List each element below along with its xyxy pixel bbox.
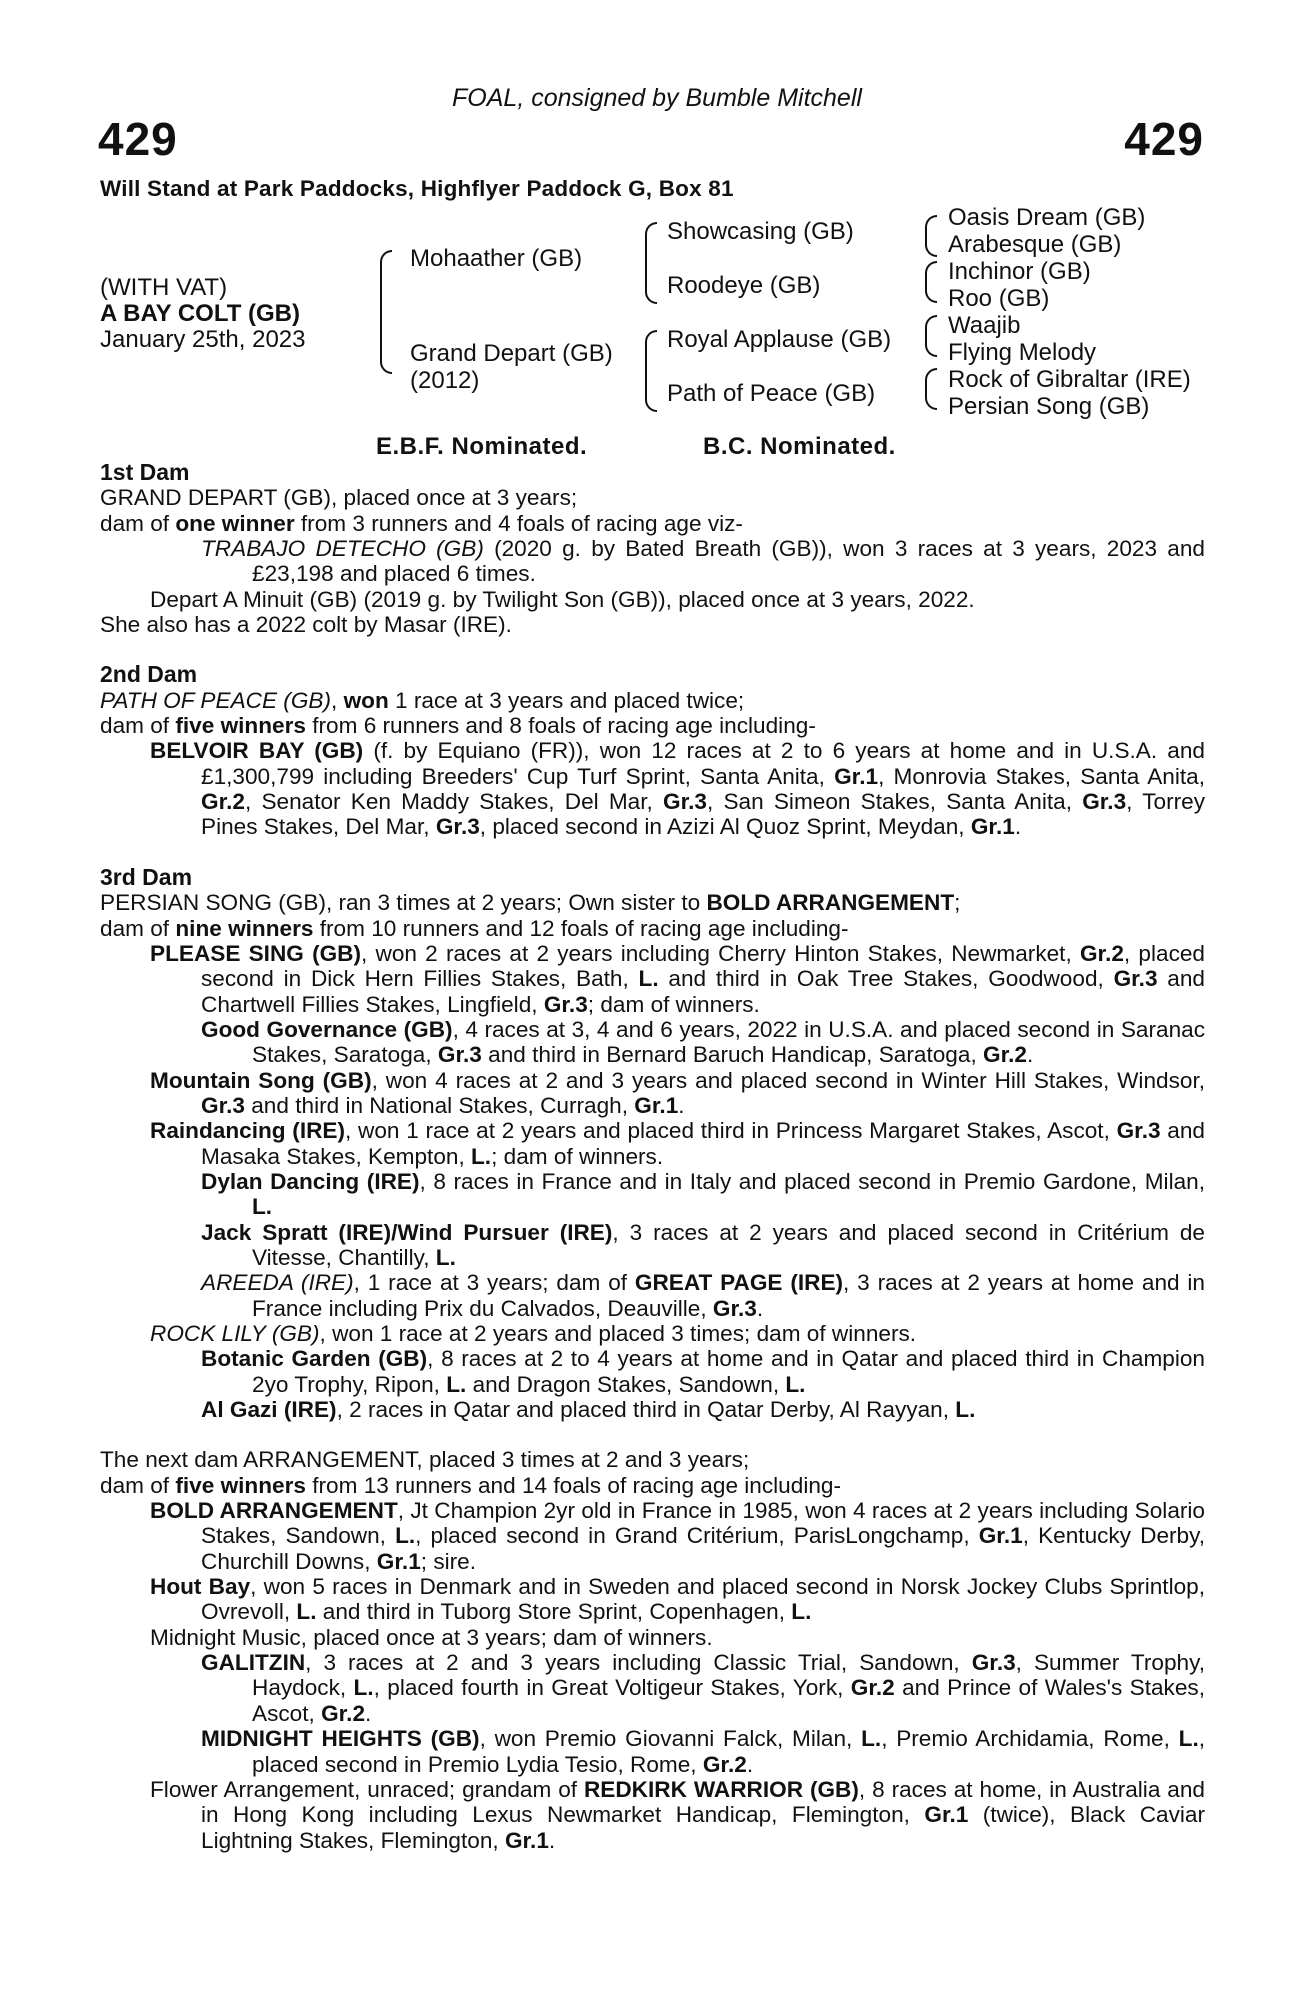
bc-nomination: B.C. Nominated. [703,433,896,460]
brace-gen3-3 [925,315,937,357]
catalogue-body [100,460,1205,1853]
vat-note: (WITH VAT) [100,274,228,301]
produce-entry: BELVOIR BAY (GB) (f. by Equiano (FR)), won 12 races at 2 to 6 years at home and in U.S.A. and £1,300,799 including Breeders' Cup Turf Sprint, Santa Anita, Gr.1, Monrovia Stakes, Santa Anita, Gr.2, Senator Ken Maddy Stakes, Del Mar, Gr.3, San Simeon Stakes, Santa Anita, Gr.3, Torrey Pines Stakes, Del Mar, Gr.3, placed second in Azizi Al Quoz Sprint, Meydan, Gr.1. [150,738,1206,840]
produce-entry: TRABAJO DETECHO (GB) (2020 g. by Bated Breath (GB)), won 3 races at 3 years, 2023 and £23,198 and placed 6 times. [201,536,1205,587]
consignor-line: FOAL, consigned by Bumble Mitchell [452,84,862,112]
first-dam-produce: dam of one winner from 3 runners and 4 foals of racing age viz- [100,510,743,536]
first-dam-line: GRAND DEPART (GB), placed once at 3 years; [100,485,578,511]
stand-location: Will Stand at Park Paddocks, Highflyer Paddock G, Box 81 [100,176,734,201]
ebf-nomination: E.B.F. Nominated. [376,433,588,460]
third-dam-produce: dam of nine winners from 10 runners and 12 foals of racing age including- [100,915,849,941]
produce-entry: Good Governance (GB), 4 races at 3, 4 and 6 years, 2022 in U.S.A. and placed second in Saranac Stakes, Saratoga, Gr.3 and third in Bernard Baruch Handicap, Saratoga, Gr.2. [201,1016,1205,1068]
dam-dam: Path of Peace (GB) [667,380,876,407]
produce-entry: Mountain Song (GB), won 4 races at 2 and 3 years and placed second in Winter Hill Stakes, Windsor, Gr.3 and third in National Stakes, Curragh, Gr.1. [150,1067,1206,1118]
ped-sds: Inchinor (GB) [948,258,1091,285]
lot-number-left: 429 [98,113,178,165]
sire: Mohaather (GB) [410,245,583,272]
produce-entry: Al Gazi (IRE), 2 races in Qatar and placed third in Qatar Derby, Al Rayyan, L. [201,1397,976,1423]
produce-entry: Dylan Dancing (IRE), 8 races in France and in Italy and placed second in Premio Gardone, Milan, L. [201,1168,1205,1220]
ped-ssd: Arabesque (GB) [948,231,1122,258]
produce-entry: BOLD ARRANGEMENT, Jt Champion 2yr old in France in 1985, won 4 races at 2 years including Solario Stakes, Sandown, L., placed second in Grand Critérium, ParisLongchamp, Gr.1, Kentucky Derby, Churchill Downs, Gr.1; sire. [150,1498,1205,1574]
brace-gen3-1 [925,215,937,257]
produce-entry: Botanic Garden (GB), 8 races at 2 to 4 years at home and in Qatar and placed third in Champion 2yo Trophy, Ripon, L. and Dragon Stakes, Sandown, L. [201,1346,1205,1397]
third-dam-line: PERSIAN SONG (GB), ran 3 times at 2 years; Own sister to BOLD ARRANGEMENT; [100,890,961,916]
produce-entry: Flower Arrangement, unraced; grandam of REDKIRK WARRIOR (GB), 8 races at home, in Australia and in Hong Kong including Lexus Newmarket Handicap, Flemington, Gr.1 (twice), Black Caviar Lightning Stakes, Flemington, Gr.1. [150,1776,1205,1853]
horse-name: A BAY COLT (GB) [100,300,301,327]
brace-gen3-2 [925,261,937,303]
first-dam-heading: 1st Dam [100,459,190,485]
produce-note: She also has a 2022 colt by Masar (IRE). [100,612,512,638]
ped-sss: Oasis Dream (GB) [948,204,1146,231]
third-dam-heading: 3rd Dam [100,863,193,890]
produce-entry: GALITZIN, 3 races at 2 and 3 years including Classic Trial, Sandown, Gr.3, Summer Trophy, Haydock, L., placed fourth in Great Voltigeur Stakes, York, Gr.2 and Prince of Wales's Stakes, Ascot, Gr.2. [201,1650,1205,1726]
ped-ddd: Persian Song (GB) [948,393,1150,420]
lot-number-right: 429 [1124,113,1204,165]
brace-sire-dam [380,250,392,374]
brace-gen3-4 [925,368,937,410]
brace-sire-line [645,222,657,304]
produce-entry: Raindancing (IRE), won 1 race at 2 years and placed third in Princess Margaret Stakes, Ascot, Gr.3 and Masaka Stakes, Kempton, L.; dam of winners. [150,1118,1205,1169]
produce-entry: ROCK LILY (GB), won 1 race at 2 years and placed 3 times; dam of winners. [150,1321,917,1346]
sire-sire: Showcasing (GB) [667,218,854,245]
produce-entry: Midnight Music, placed once at 3 years; dam of winners. [150,1624,713,1650]
dam-year: (2012) [410,367,480,394]
second-dam-line: PATH OF PEACE (GB), won 1 race at 3 years and placed twice; [100,687,745,713]
second-dam-heading: 2nd Dam [100,661,198,688]
dam-sire: Royal Applause (GB) [667,326,892,353]
ped-dss: Waajib [948,312,1021,339]
produce-entry: AREEDA (IRE), 1 race at 3 years; dam of GREAT PAGE (IRE), 3 races at 2 years at home and in France including Prix du Calvados, Deauville, Gr.3. [201,1270,1206,1321]
produce-entry: Jack Spratt (IRE)/Wind Pursuer (IRE), 3 races at 2 years and placed second in Critérium de Vitesse, Chantilly, L. [201,1219,1205,1270]
brace-dam-line [645,330,657,412]
ped-dsd: Flying Melody [948,339,1097,366]
next-dam-line: The next dam ARRANGEMENT, placed 3 times at 2 and 3 years; [100,1447,750,1473]
produce-entry: PLEASE SING (GB), won 2 races at 2 years including Cherry Hinton Stakes, Newmarket, Gr.2, placed second in Dick Hern Fillies Stakes, Bath, L. and third in Oak Tree Stakes, Goodwood, Gr.3 and Chartwell Fillies Stakes, Lingfield, Gr.3; dam of winners. [150,940,1205,1017]
sire-dam: Roodeye (GB) [667,272,821,299]
produce-entry: MIDNIGHT HEIGHTS (GB), won Premio Giovanni Falck, Milan, L., Premio Archidamia, Rome, L., placed second in Premio Lydia Tesio, Rome, Gr.2. [201,1726,1206,1777]
next-dam-produce: dam of five winners from 13 runners and 14 foals of racing age including- [100,1472,841,1498]
produce-entry: Depart A Minuit (GB) (2019 g. by Twilight Son (GB)), placed once at 3 years, 2022. [150,586,975,612]
ped-dds: Rock of Gibraltar (IRE) [948,366,1191,393]
second-dam-produce: dam of five winners from 6 runners and 8 foals of racing age including- [100,713,816,739]
ped-sdd: Roo (GB) [948,285,1050,312]
dam: Grand Depart (GB) [410,340,613,367]
produce-entry: Hout Bay, won 5 races in Denmark and in Sweden and placed second in Norsk Jockey Clubs Sprintlop, Ovrevoll, L. and third in Tuborg Store Sprint, Copenhagen, L. [150,1574,1205,1625]
foaling-date: January 25th, 2023 [100,326,306,353]
